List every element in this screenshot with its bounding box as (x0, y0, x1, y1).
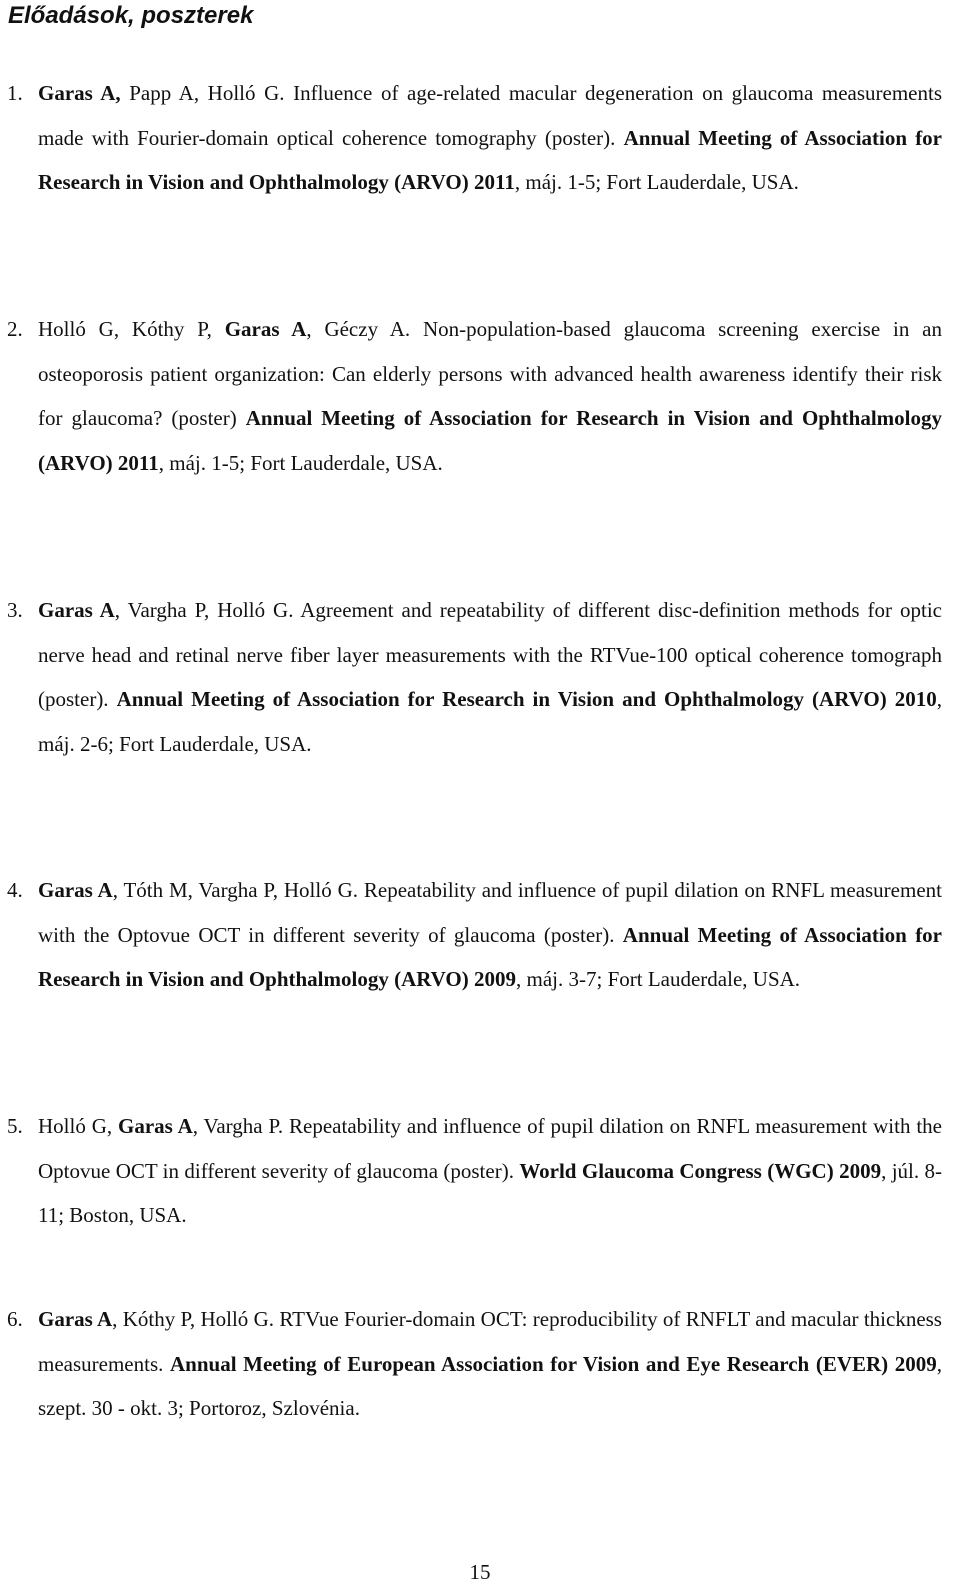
entry-number: 2. (7, 317, 23, 341)
entry-title: Non-population-based glaucoma screening exercise in an osteoporosis patient organization: Can elderly persons with advanced health awareness identify their risk for glaucoma? (poster) (38, 317, 942, 431)
publication-entry (7, 588, 942, 767)
entry-details: , szept. 30 - okt. 3; Portoroz, Szlovénia. (38, 1351, 943, 1421)
entry-details: , júl. 8-11; Boston, USA. (38, 1158, 942, 1228)
entry-title: Repeatability and influence of pupil dilation on RNFL measurement with the Optovue OCT in different severity of glaucoma (poster). (38, 878, 942, 947)
entry-title: Agreement and repeatability of different disc-definition methods for optic nerve head and retinal nerve fiber layer measurements with the RTVue-100 optical coherence tomograph (poster). (38, 598, 942, 712)
entry-title: Repeatability and influence of pupil dilation on RNFL measurement with the Optovue OCT in different severity of glaucoma (poster). (38, 1114, 942, 1183)
entry-authors-pre: Holló G, Kóthy P, (38, 317, 225, 341)
page-number: 15 (469, 1560, 491, 1584)
section-title: Előadások, poszterek (8, 2, 254, 29)
entry-venue: Annual Meeting of Association for Research in Vision and Ophthalmology (ARVO) 2011 (38, 406, 942, 476)
entry-authors-highlight: Garas A (38, 878, 113, 902)
publication-entry (7, 307, 942, 486)
entry-authors-highlight: Garas A (38, 598, 115, 622)
entry-venue: Annual Meeting of European Association for Vision and Eye Research (EVER) 2009 (169, 1351, 937, 1376)
entry-number: 3. (7, 598, 23, 622)
publication-entry (7, 868, 943, 1002)
entry-number: 1. (7, 81, 23, 105)
entry-details: , máj. 1-5; Fort Lauderdale, USA. (158, 451, 443, 476)
entry-title: Influence of age-related macular degeneration on glaucoma measurements made with Fourier-domain optical coherence tomography (poster). (38, 81, 942, 150)
entry-authors-post: Papp A, Holló G. (120, 81, 285, 105)
entry-authors-post: , Vargha P. (192, 1114, 284, 1138)
entry-authors-post: , Géczy A. (306, 317, 411, 341)
entry-title: RTVue Fourier-domain OCT: reproducibility of RNFLT and macular thickness measurements. (38, 1307, 942, 1376)
entry-number: 4. (7, 878, 23, 902)
entry-authors-highlight: Garas A (38, 1307, 113, 1331)
entry-authors-highlight: Garas A, (38, 81, 121, 105)
entry-venue: Annual Meeting of Association for Research in Vision and Ophthalmology (ARVO) 2010 (116, 687, 937, 712)
entry-authors-pre: Holló G, (38, 1114, 119, 1138)
entry-venue: Annual Meeting of Association for Research in Vision and Ophthalmology (ARVO) 2011 (38, 125, 943, 195)
entry-authors-highlight: Garas A (224, 317, 307, 341)
entry-details: , máj. 2-6; Fort Lauderdale, USA. (38, 687, 942, 757)
entry-authors-post: , Vargha P, Holló G. (114, 598, 294, 622)
entry-venue: Annual Meeting of Association for Research in Vision and Ophthalmology (ARVO) 2009 (38, 922, 943, 992)
entry-number: 5. (7, 1114, 23, 1138)
entry-authors-highlight: Garas A (118, 1114, 193, 1138)
entry-details: , máj. 1-5; Fort Lauderdale, USA. (514, 170, 799, 195)
entry-authors-post: , Tóth M, Vargha P, Holló G. (112, 878, 359, 902)
entry-venue: World Glaucoma Congress (WGC) 2009 (519, 1158, 882, 1183)
publication-entry (7, 71, 943, 205)
entry-number: 6. (7, 1307, 23, 1331)
entry-details: , máj. 3-7; Fort Lauderdale, USA. (516, 967, 801, 992)
publication-entry (7, 1104, 942, 1238)
publication-entry (7, 1297, 943, 1431)
entry-authors-post: , Kóthy P, Holló G. (112, 1307, 275, 1331)
